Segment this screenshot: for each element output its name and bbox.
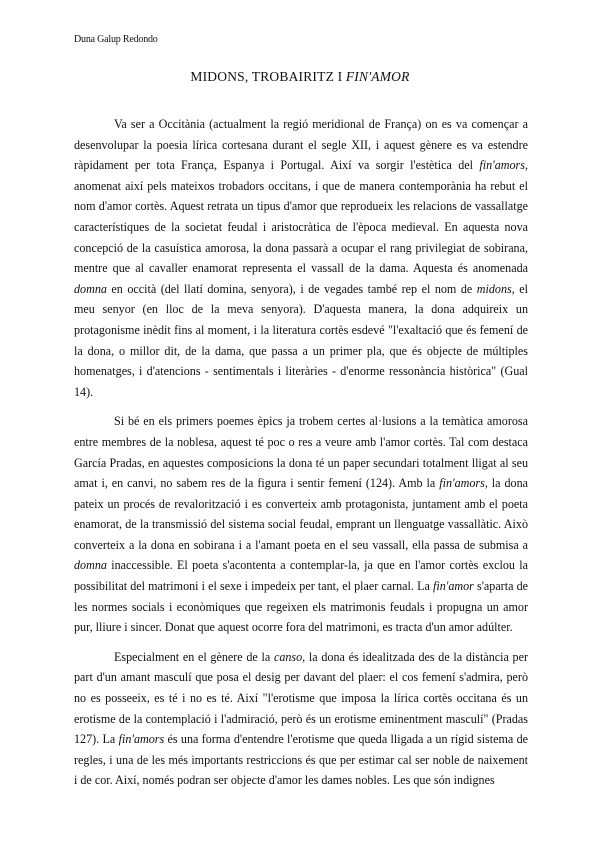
text-run: Especialment en el gènere de la [114, 649, 274, 664]
italic-term: domna [74, 281, 107, 296]
paragraph-3 [74, 647, 528, 791]
text-run: inaccessible. El poeta s'acontenta a contemplar-la, ja que en l'amor cortès exclou la possibilitat del matrimoni i el sexe i impedeix per tant, el plaer carnal. La [74, 558, 528, 594]
title-main: MIDONS, TROBAIRITZ I [190, 69, 346, 84]
text-run: és una forma d'entendre l'erotisme que queda lligada a un rígid sistema de regles, i una de les més importants restriccions és que per estimar cal ser noble de naixement i de cor. Així, només podran ser objecte d'amor les dames nobles. Les que són indignes [74, 732, 529, 788]
italic-term: fin'amors [439, 476, 485, 491]
italic-term: fin'amors [118, 732, 165, 747]
paragraph-1 [74, 114, 528, 402]
italic-term: midons [476, 281, 512, 296]
text-run: en occità (del llatí domina, senyora), i de vegades també rep el nom de [106, 281, 477, 296]
author-header: Duna Galup Redondo [74, 34, 158, 45]
text-run: s'aparta de les normes socials i econòmiques que regeixen els matrimonis feudals i propugna un amor pur, lliure i sincer. Donat que aquest ocorre fora del matrimoni, es tracta d'un amor adúlter. [74, 579, 528, 635]
italic-term: canso [273, 649, 303, 664]
italic-term: fin'amor [432, 579, 474, 594]
text-run: Si bé en els primers poemes èpics ja trobem certes al·lusions a la temàtica amorosa entre membres de la noblesa, aquest té poc o res a veure amb l'amor cortès. Tal com destaca García Pradas, en aquestes composicions la dona té un paper secundari totalment lligat al seu amat i, en canvi, no sabem res de la figura i sentir femení (124). Amb la [74, 414, 528, 491]
title-italic: FIN'AMOR [345, 69, 410, 84]
italic-term: fin'amors, [479, 158, 528, 173]
page-title [0, 69, 600, 85]
text-run: Va ser a Occitània (actualment la regió meridional de França) on es va començar a desenvolupar la poesia lírica cortesana durant el segle XII, i aquest gènere es va estendre ràpidament per tota França, Espanya i Portugal. Així va sorgir l'estètica del [74, 117, 528, 173]
text-run: , el meu senyor (en lloc de la meva senyora). D'aquesta manera, la dona adquireix un protagonisme inèdit fins al moment, i la literatura cortès esdevé "l'exaltació que és femení de la dona, o millor dit, de la dama, que passa a un primer pla, que és objecte de múltiples homenatges, i d'atencions - sentimentals i literàries - d'enorme ressonància històrica" (Gual 14). [74, 281, 528, 399]
body-text [74, 114, 528, 800]
text-run: , la dona pateix un procés de revalorització i es converteix amb protagonista, juntament amb el poeta enamorat, de la transmissió del sistema social feudal, emprant un llenguatge vassallàtic. Això converteix a la dona en sobirana i a l'amant poeta en el seu vassall, ella passa de submisa a [74, 476, 528, 552]
text-run: anomenat així pels mateixos trobadors occitans, i que de manera contemporània ha rebut el nom d'amor cortès. Aquest retrata un tipus d'amor que reprodueix les relacions de vassallatge característiques de la societat feudal i aristocràtica de l'època medieval. En aquesta nova concepció de la casuística amorosa, la dona passarà a ocupar el rang privilegiat de sobirana, mentre que al cavaller enamorat representa el vassall de la dama. Aquesta és anomenada [74, 178, 528, 276]
text-run: , la dona és idealitzada des de la distància per part d'un amant masculí que posa el desig per davant del plaer: el cos femení s'admira, però no es posseeix, es té i no es té. Així "l'erotisme que imposa la lírica cortès occitana és un erotisme de la contemplació i l'admiració, però és un erotisme eminentment masculí" (Pradas 127). La [74, 649, 529, 747]
paragraph-2 [74, 411, 528, 638]
italic-term: domna [74, 558, 107, 573]
